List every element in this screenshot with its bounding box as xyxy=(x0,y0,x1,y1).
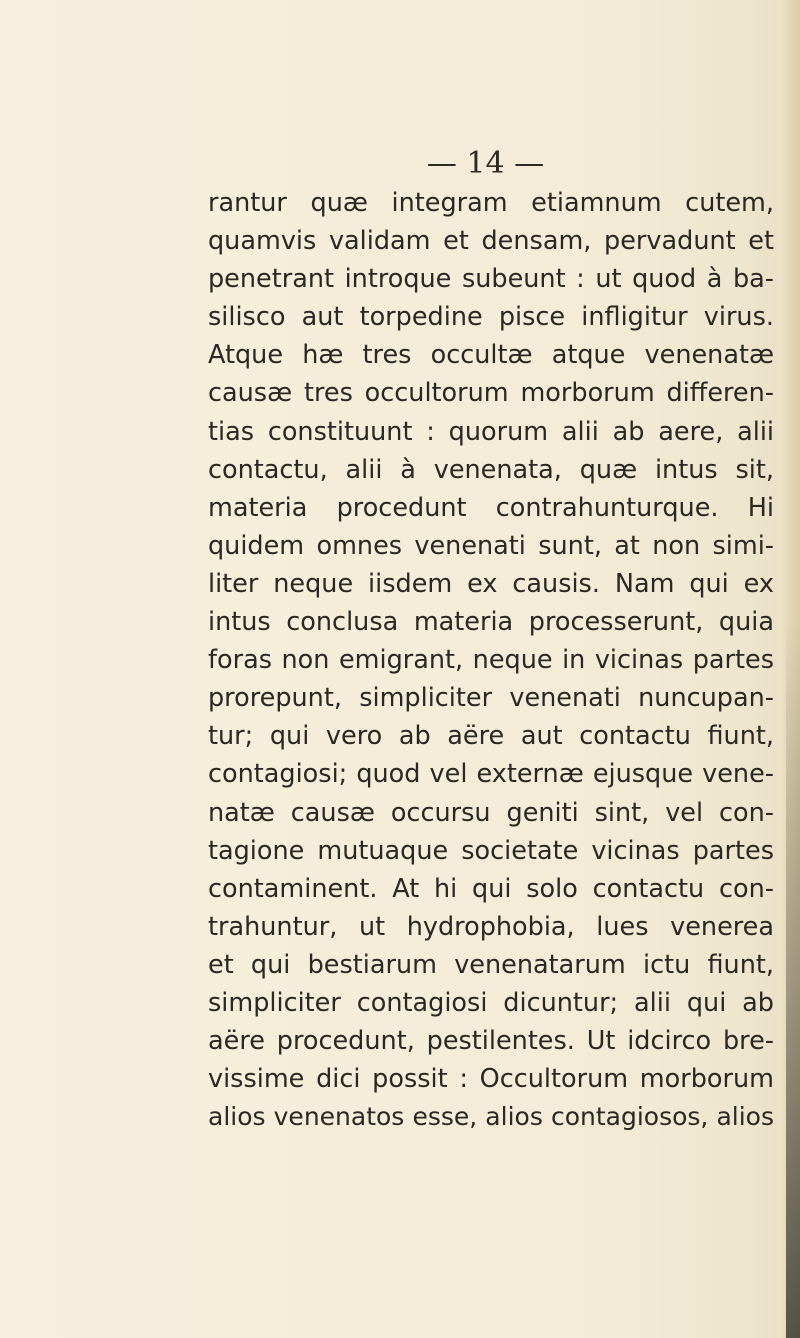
text-line: foras non emigrant, neque in vicinas partes xyxy=(208,645,774,676)
text-line: intus conclusa materia processerunt, quia xyxy=(208,607,774,638)
text-line: et qui bestiarum venenatarum ictu fiunt, xyxy=(208,949,774,980)
text-line: tias constituunt : quorum alii ab aere, alii xyxy=(208,416,774,447)
text-line: contactu, alii à venenata, quæ intus sit, xyxy=(208,454,774,485)
text-line: aëre procedunt, pestilentes. Ut idcirco bre- xyxy=(208,1026,774,1057)
text-line: materia procedunt contrahunturque. Hi xyxy=(208,492,774,523)
text-line: tur; qui vero ab aëre aut contactu fiunt, xyxy=(208,721,774,752)
text-line: prorepunt, simpliciter venenati nuncupan- xyxy=(208,683,774,714)
text-line: causæ tres occultorum morborum differen- xyxy=(208,378,774,409)
text-line: alios venenatos esse, alios contagiosos, alios xyxy=(208,1102,774,1132)
text-line: rantur quæ integram etiamnum cutem, xyxy=(208,188,774,218)
body-text xyxy=(208,184,774,1136)
text-line: simpliciter contagiosi dicuntur; alii qui ab xyxy=(208,987,774,1018)
text-line: Atque hæ tres occultæ atque venenatæ xyxy=(208,340,774,371)
text-line: natæ causæ occursu geniti sint, vel con- xyxy=(208,797,774,828)
text-line: quidem omnes venenati sunt, at non simi- xyxy=(208,530,774,561)
page-edge-shadow xyxy=(786,620,800,1338)
text-line: trahuntur, ut hydrophobia, lues venerea xyxy=(208,911,774,942)
text-line: tagione mutuaque societate vicinas partes xyxy=(208,835,774,866)
text-line: liter neque iisdem ex causis. Nam qui ex xyxy=(208,568,774,599)
page-number: — 14 — xyxy=(426,146,545,181)
text-line: contagiosi; quod vel externæ ejusque vene- xyxy=(208,759,774,790)
text-line: vissime dici possit : Occultorum morborum xyxy=(208,1064,774,1095)
text-line: quamvis validam et densam, pervadunt et xyxy=(208,226,774,257)
text-line: penetrant introque subeunt : ut quod à ba- xyxy=(208,264,774,295)
text-line: contaminent. At hi qui solo contactu con- xyxy=(208,873,774,904)
text-line: silisco aut torpedine pisce infligitur virus. xyxy=(208,302,774,333)
